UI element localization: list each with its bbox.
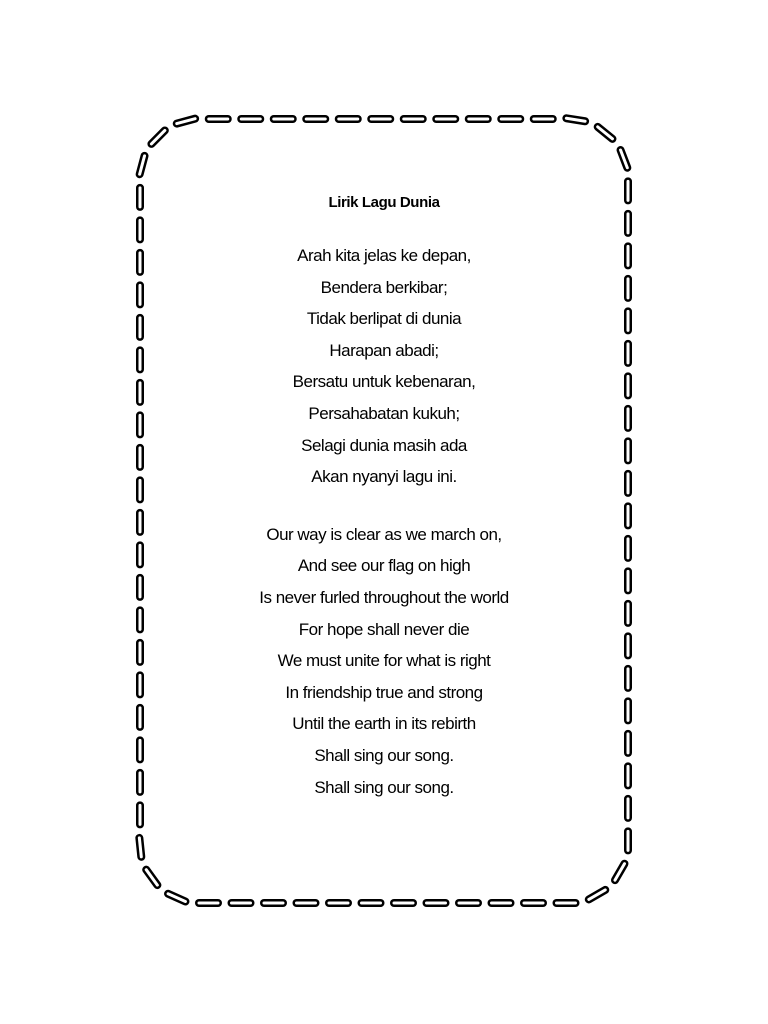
lyric-line: Bendera berkibar; xyxy=(320,277,448,297)
lyric-line: Akan nyanyi lagu ini. xyxy=(311,467,457,487)
lyric-line: Shall sing our song. xyxy=(314,777,454,797)
lyric-line: Selagi dunia masih ada xyxy=(301,435,467,455)
lyric-line: Tidak berlipat di dunia xyxy=(306,309,462,329)
lyric-line: Until the earth in its rebirth xyxy=(292,714,476,734)
lyrics-content xyxy=(150,186,618,803)
lyric-line: Shall sing our song. xyxy=(314,745,454,765)
song-title: Lirik Lagu Dunia xyxy=(328,194,440,211)
lyric-line: Harapan abadi; xyxy=(329,340,439,360)
lyric-line: Is never furled throughout the world xyxy=(259,587,509,607)
lyric-line: Arah kita jelas ke depan, xyxy=(297,246,471,265)
stanza-spacer xyxy=(150,493,618,519)
lyric-line: We must unite for what is right xyxy=(277,651,491,671)
lyric-line: Our way is clear as we march on, xyxy=(266,524,502,544)
lyric-line: Bersatu untuk kebenaran, xyxy=(292,372,476,392)
stanza-english xyxy=(150,519,618,803)
lyric-line: Persahabatan kukuh; xyxy=(308,403,460,423)
stanza-malay xyxy=(150,240,618,493)
lyric-line: For hope shall never die xyxy=(298,619,470,639)
border-dash-highlight xyxy=(139,838,141,857)
lyric-line: In friendship true and strong xyxy=(285,682,483,702)
lyric-line: And see our flag on high xyxy=(297,556,471,576)
